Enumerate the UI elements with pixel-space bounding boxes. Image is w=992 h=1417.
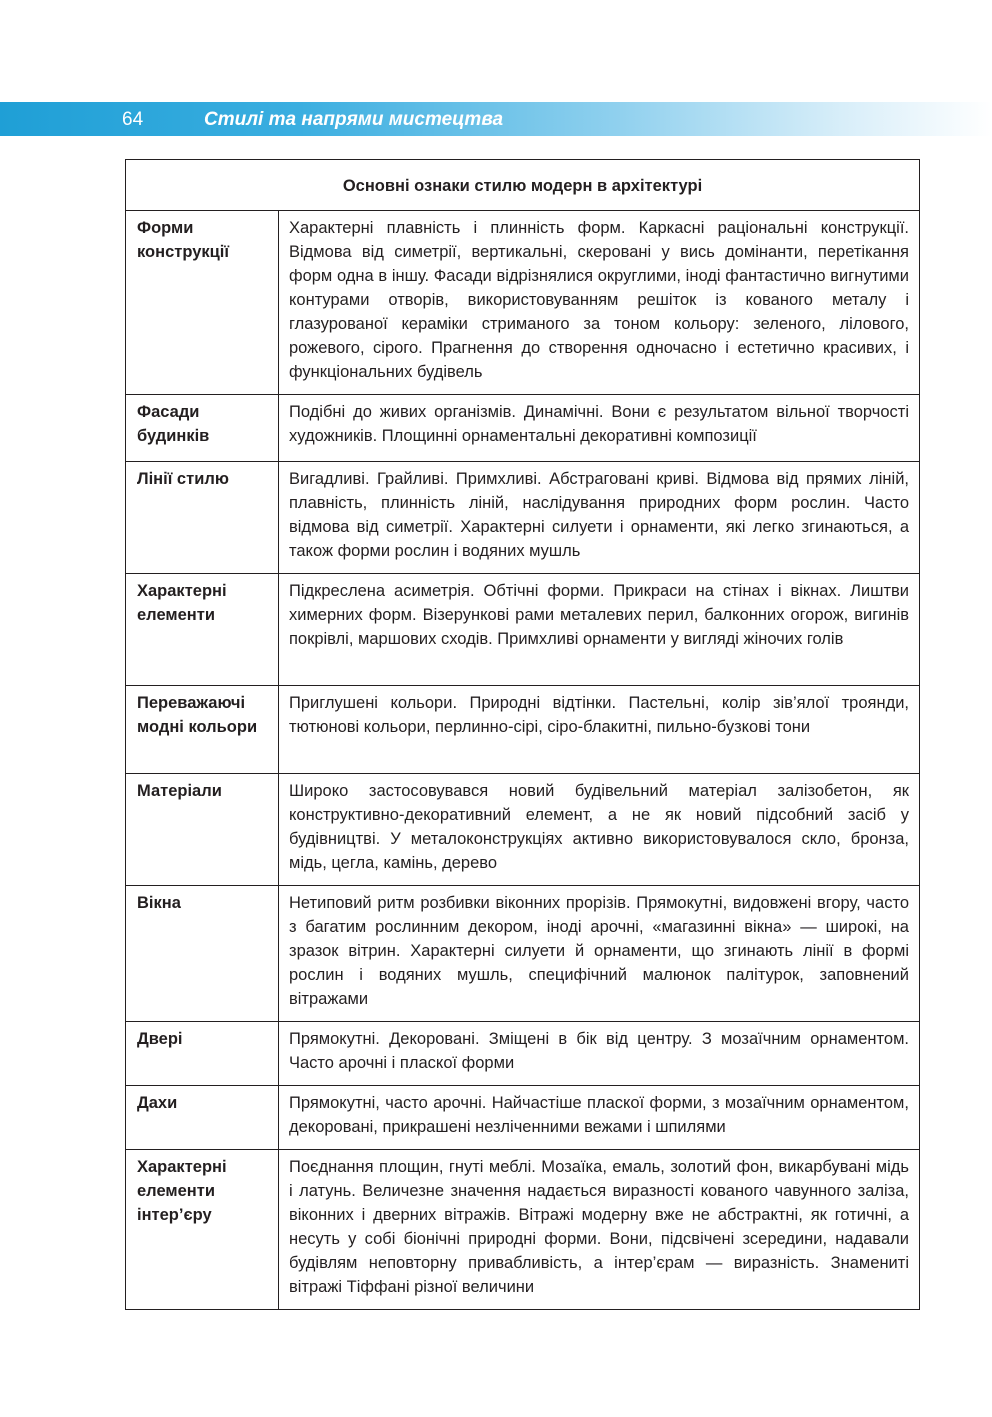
page-number: 64 xyxy=(122,109,144,130)
row-label: Двері xyxy=(126,1022,279,1086)
row-description: Поєднання площин, гнуті меблі. Мозаїка, емаль, золотий фон, викарбувані мідь і латунь. Величезне значення надається виразності кованого чавунного заліза, віконних і дверних вітражів. Вітражі модерну вже не абстрактні, як готичні, а несуть у собі біонічні природні форми. Вони, підсвічені зсередини, надавали будівлям неповторну привабливість, а інтер’єрам — виразність. Знамениті вітражі Тіффані різної величини xyxy=(279,1150,920,1310)
row-description: Вигадливі. Грайливі. Примхливі. Абстраговані криві. Відмова від прямих ліній, плавність, плинність ліній, наслідування природних форм рослин. Часто відмова від симетрії. Характерні силуети і орнаменти, які легко згинаються, а також форми рослин і водяних мушль xyxy=(279,462,920,574)
table-title-row xyxy=(126,160,920,211)
table-row xyxy=(126,774,920,886)
row-label: Характерні елементи xyxy=(126,574,279,686)
table-row xyxy=(126,462,920,574)
table-row xyxy=(126,886,920,1022)
row-description: Характерні плавність і плинність форм. Каркасні раціональні конструкції. Відмова від симетрії, вертикальні, скеровані у вись домінанти, перетікання форм одна в іншу. Фасади відрізнялися округлими, іноді фантастично вигнутими контурами отворів, використовуванням решіток із кованого металу і глазурованої кераміки стриманого за тоном кольору: зеленого, лілового, рожевого, сірого. Прагнення до створення одночасно і естетично красивих, і функціональних будівель xyxy=(279,211,920,395)
art-nouveau-features-table xyxy=(125,159,920,1310)
row-label: Дахи xyxy=(126,1086,279,1150)
row-description: Широко застосовувався новий будівельний матеріал залізобетон, як конструктивно-декоративний елемент, а не як новий підсобний засіб у будівництві. У металоконструкціях активно використовувалося скло, бронза, мідь, цегла, камінь, дерево xyxy=(279,774,920,886)
row-label: Матеріали xyxy=(126,774,279,886)
table-row xyxy=(126,1022,920,1086)
row-description: Приглушені кольори. Природні відтінки. Пастельні, колір зів’ялої троянди, тютюнові кольори, перлинно-сірі, сіро-блакитні, пильно-бузкові тони xyxy=(279,686,920,774)
row-label: Форми конструкції xyxy=(126,211,279,395)
row-label: Фасади будинків xyxy=(126,395,279,462)
table-row xyxy=(126,395,920,462)
table-row xyxy=(126,686,920,774)
row-description: Прямокутні. Декоровані. Зміщені в бік від центру. З мозаїчним орнаментом. Часто арочні і пласкої форми xyxy=(279,1022,920,1086)
row-label: Переважаючі модні кольори xyxy=(126,686,279,774)
row-label: Лінії стилю xyxy=(126,462,279,574)
table-row xyxy=(126,1086,920,1150)
table-row xyxy=(126,574,920,686)
table-title: Основні ознаки стилю модерн в архітектурі xyxy=(126,160,920,211)
row-description: Подібні до живих організмів. Динамічні. Вони є результатом вільної творчості художників. Площинні орнаментальні декоративні композиції xyxy=(279,395,920,462)
row-description: Підкреслена асиметрія. Обтічні форми. Прикраси на стінах і вікнах. Лиштви химерних форм. Візерункові рами металевих перил, балконних огорож, вигинів покрівлі, маршових сходів. Примхливі орнаменти у вигляді жіночих голів xyxy=(279,574,920,686)
row-description: Нетиповий ритм розбивки віконних прорізів. Прямокутні, видовжені вгору, часто з багатим рослинним декором, іноді арочні, «магазинні вікна» — широкі, на зразок вітрин. Характерні силуети й орнаменти, що згинають лінії в формі рослин і водяних мушль, специфічний малюнок палітурок, заповнений вітражами xyxy=(279,886,920,1022)
row-label: Характерні елементи інтер’єру xyxy=(126,1150,279,1310)
section-title: Стилі та напрями мистецтва xyxy=(204,109,504,130)
table-row xyxy=(126,1150,920,1310)
table-row xyxy=(126,211,920,395)
row-label: Вікна xyxy=(126,886,279,1022)
row-description: Прямокутні, часто арочні. Найчастіше пласкої форми, з мозаїчним орнаментом, декоровані, прикрашені незліченними вежами і шпилями xyxy=(279,1086,920,1150)
